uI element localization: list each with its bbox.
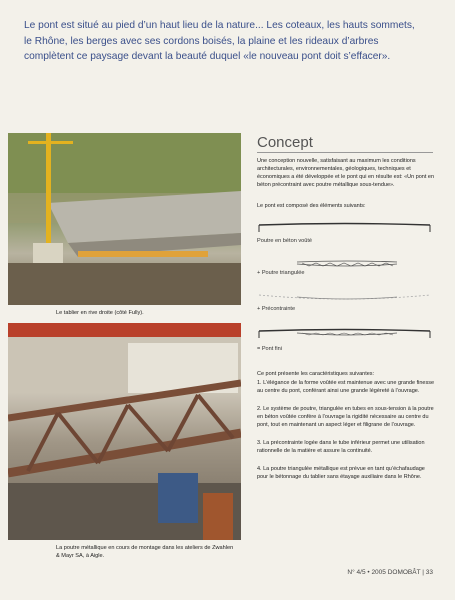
bridge-deck-photo: [8, 133, 241, 305]
features-intro: Ce pont présente les caractéristiques suivantes:: [257, 371, 375, 377]
page-footer: N° 4/5 • 2005 DOMOBÂT | 33: [347, 569, 433, 576]
diagram-label-2: + Poutre triangulée: [257, 270, 305, 276]
diagram-finished-bridge: [257, 328, 432, 342]
heading-rule: [257, 152, 433, 153]
bridge-deck-illustration: [8, 133, 241, 305]
diagram-label-3: + Précontrainte: [257, 306, 296, 312]
diagram-concrete-beam: [257, 222, 432, 236]
workshop-girder-illustration: [8, 323, 241, 540]
intro-paragraph: Le pont est situé au pied d’un haut lieu de la nature... Les coteaux, les hauts sommets, le Rhône, les berges avec ses cordons boisés, la plaine et les rideaux d’arbres complètent ce paysage devant la beauté duquel «le nouveau pont doit s’effacer».: [24, 20, 415, 62]
feature-4: 4. La poutre triangulée métallique est prévue en tant qu’échafaudage pour le bétonnage du tablier sans étayage auxiliaire dans le Rhône.: [257, 466, 425, 480]
photo2-caption: La poutre métallique en cours de montage dans les ateliers de Zwahlen & Mayr SA, à Aigle.: [56, 544, 236, 560]
diagram-label-1: Poutre en béton voûté: [257, 238, 313, 244]
workshop-girder-photo: [8, 323, 241, 540]
concept-intro: Une conception nouvelle, satisfaisant au maximum les conditions architecturales, environnementales, géologiques, techniques et économiques a été développée et le pont qui en résulte est: «Un pont en béton précontraint avec poutre métallique sous-tendue».: [257, 158, 435, 188]
composed-label: Le pont est composé des éléments suivants:: [257, 203, 366, 209]
feature-3: 3. La précontrainte logée dans le tube inférieur permet une utilisation rationnelle de la matière et assure la continuité.: [257, 440, 425, 454]
feature-2: 2. Le système de poutre, triangulée en tubes en sous-tension à la poutre en béton voûtée confère à l’ouvrage la rigidité nécessaire au centre du pont, tout en maintenant un aspect léger et filigrane de l’ouvrage.: [257, 406, 434, 428]
photo1-caption: Le tablier en rive droite (côté Fully).: [56, 309, 206, 317]
diagram-label-4: = Pont fini: [257, 346, 283, 352]
concept-heading: Concept: [257, 134, 313, 151]
diagram-prestress: [257, 292, 432, 304]
diagram-truss: [257, 258, 432, 270]
feature-1: 1. L’élégance de la forme voûtée est maintenue avec une grande finesse au centre du pont, conférant ainsi une grande légèreté à l’ouvrage.: [257, 380, 435, 394]
